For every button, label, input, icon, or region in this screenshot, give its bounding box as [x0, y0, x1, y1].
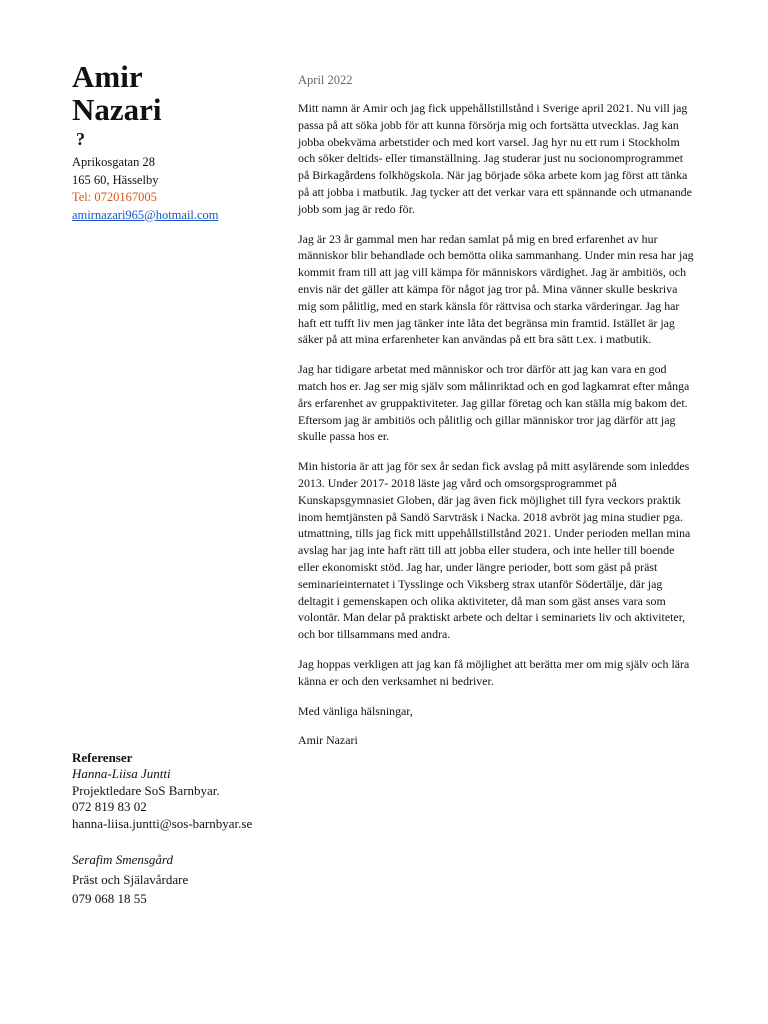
sender-email-link[interactable]: amirnazari965@hotmail.com: [72, 207, 219, 222]
letter-paragraph: Jag har tidigare arbetat med människor och tror därför att jag kan vara en god match hos er. Jag ser mig själv som målinriktad och en god lagkamrat efter många års erfarenhet av gruppaktiviteter. Jag gillar företag och kan ställa mig bakom det. Eftersom jag är ambitiös och pålitlig och gillar människor tror jag därför att jag skulle passa hos er.: [298, 362, 690, 444]
letter-paragraph: Jag hoppas verkligen att jag kan få möjlighet att berätta mer om mig själv och lära känna er och den verksamhet ni bedriver.: [298, 656, 690, 688]
reference-item: [72, 850, 292, 909]
sender-street: Aprikosgatan 28: [72, 155, 155, 169]
sender-column: [72, 60, 272, 224]
letter-date: April 2022: [298, 73, 353, 87]
reference-title: Projektledare SoS Barnbyar.: [72, 782, 220, 798]
reference-name: Hanna-Liisa Juntti: [72, 766, 171, 781]
letter-greeting: Med vänliga hälsningar,: [298, 703, 413, 718]
letter-signature: Amir Nazari: [298, 733, 358, 748]
sender-name: [72, 60, 272, 126]
sender-postal-city: 165 60, Hässelby: [72, 172, 159, 187]
letter-paragraph: Jag är 23 år gammal men har redan samlat på mig en bred erfarenhet av hur människor blir behandlade och bemötta olika sammanhang. Under min resa har jag kommit fram till att jag vill kämpa för människors värdighet. Jag är ambitiös, och envis när det gäller att kämpa för något jag tror på. Mina vänner skulle beskriva mig som pålitlig, med en stark känsla för rättvisa och starka värderingar. Jag har haft ett tufft liv men jag tänker inte låta det begränsa min framtid. Istället är jag säker på att mina erfarenheter kan användas på ett bra sätt t.ex. i matbutik.: [298, 231, 694, 347]
reference-phone: 072 819 83 02: [72, 799, 147, 814]
reference-email: hanna-liisa.juntti@sos-barnbyar.se: [72, 815, 253, 831]
sender-phone: Tel: 0720167005: [72, 190, 157, 204]
reference-name: Serafim Smensgård: [72, 852, 173, 867]
letter-paragraph: Mitt namn är Amir och jag fick uppehållstillstånd i Sverige april 2021. Nu vill jag passa på att söka jobb för att kunna försörja mig och fortsätta utvecklas. Jag kan jobba obekväma arbetstider och med kort varsel. Jag hyr nu ett rum i Stockholm och söker deltids- eller timanställning. Jag studerar just nu socionomprogrammet på Birkagårdens folkhögskola. När jag började söka arbete kom jag först att tänka på att jobba i matbutik. Jag tycker att det verkar vara ett spännande och utmanande jobb som jag är redo för.: [298, 101, 692, 216]
sender-first-name: Amir: [72, 59, 143, 94]
reference-item: [72, 766, 292, 832]
photo-placeholder-icon: ?: [76, 129, 85, 149]
letter-body: [298, 72, 696, 762]
reference-phone: 079 068 18 55: [72, 891, 147, 906]
reference-title: Präst och Själavårdare: [72, 871, 189, 887]
references-section: [72, 749, 292, 909]
letter-paragraph: Min historia är att jag för sex år sedan fick avslag på mitt asylärende som inleddes 2013. Under 2017- 2018 läste jag vård och omsorgsprogrammet på Kunskapsgymnasiet Globen, där jag även fick möjlighet till fyra veckors praktik inom hemtjänsten på Sandö Sarvträsk i Nacka. 2018 avbröt jag mina studier pga. utmattning, tills jag fick mitt uppehållstillstånd 2021. Under perioden mellan mina avslag har jag inte haft rätt till att jobba eller studera, och inte heller till boende eller ekonomiskt stöd. Jag har, under längre perioder, bott som gäst på präst seminarieinternatet i Tysslinge och Viksberg strax utanför Södertälje, där jag deltagit i gemenskapen och olika aktiviteter, då man som gäst anses vara som volontär. Man delar på praktiskt arbete och deltar i seminariets liv och aktiviteter, och bor tillsammans med andra.: [298, 459, 691, 642]
references-heading: Referenser: [72, 750, 133, 765]
sender-last-name: Nazari: [72, 92, 162, 127]
